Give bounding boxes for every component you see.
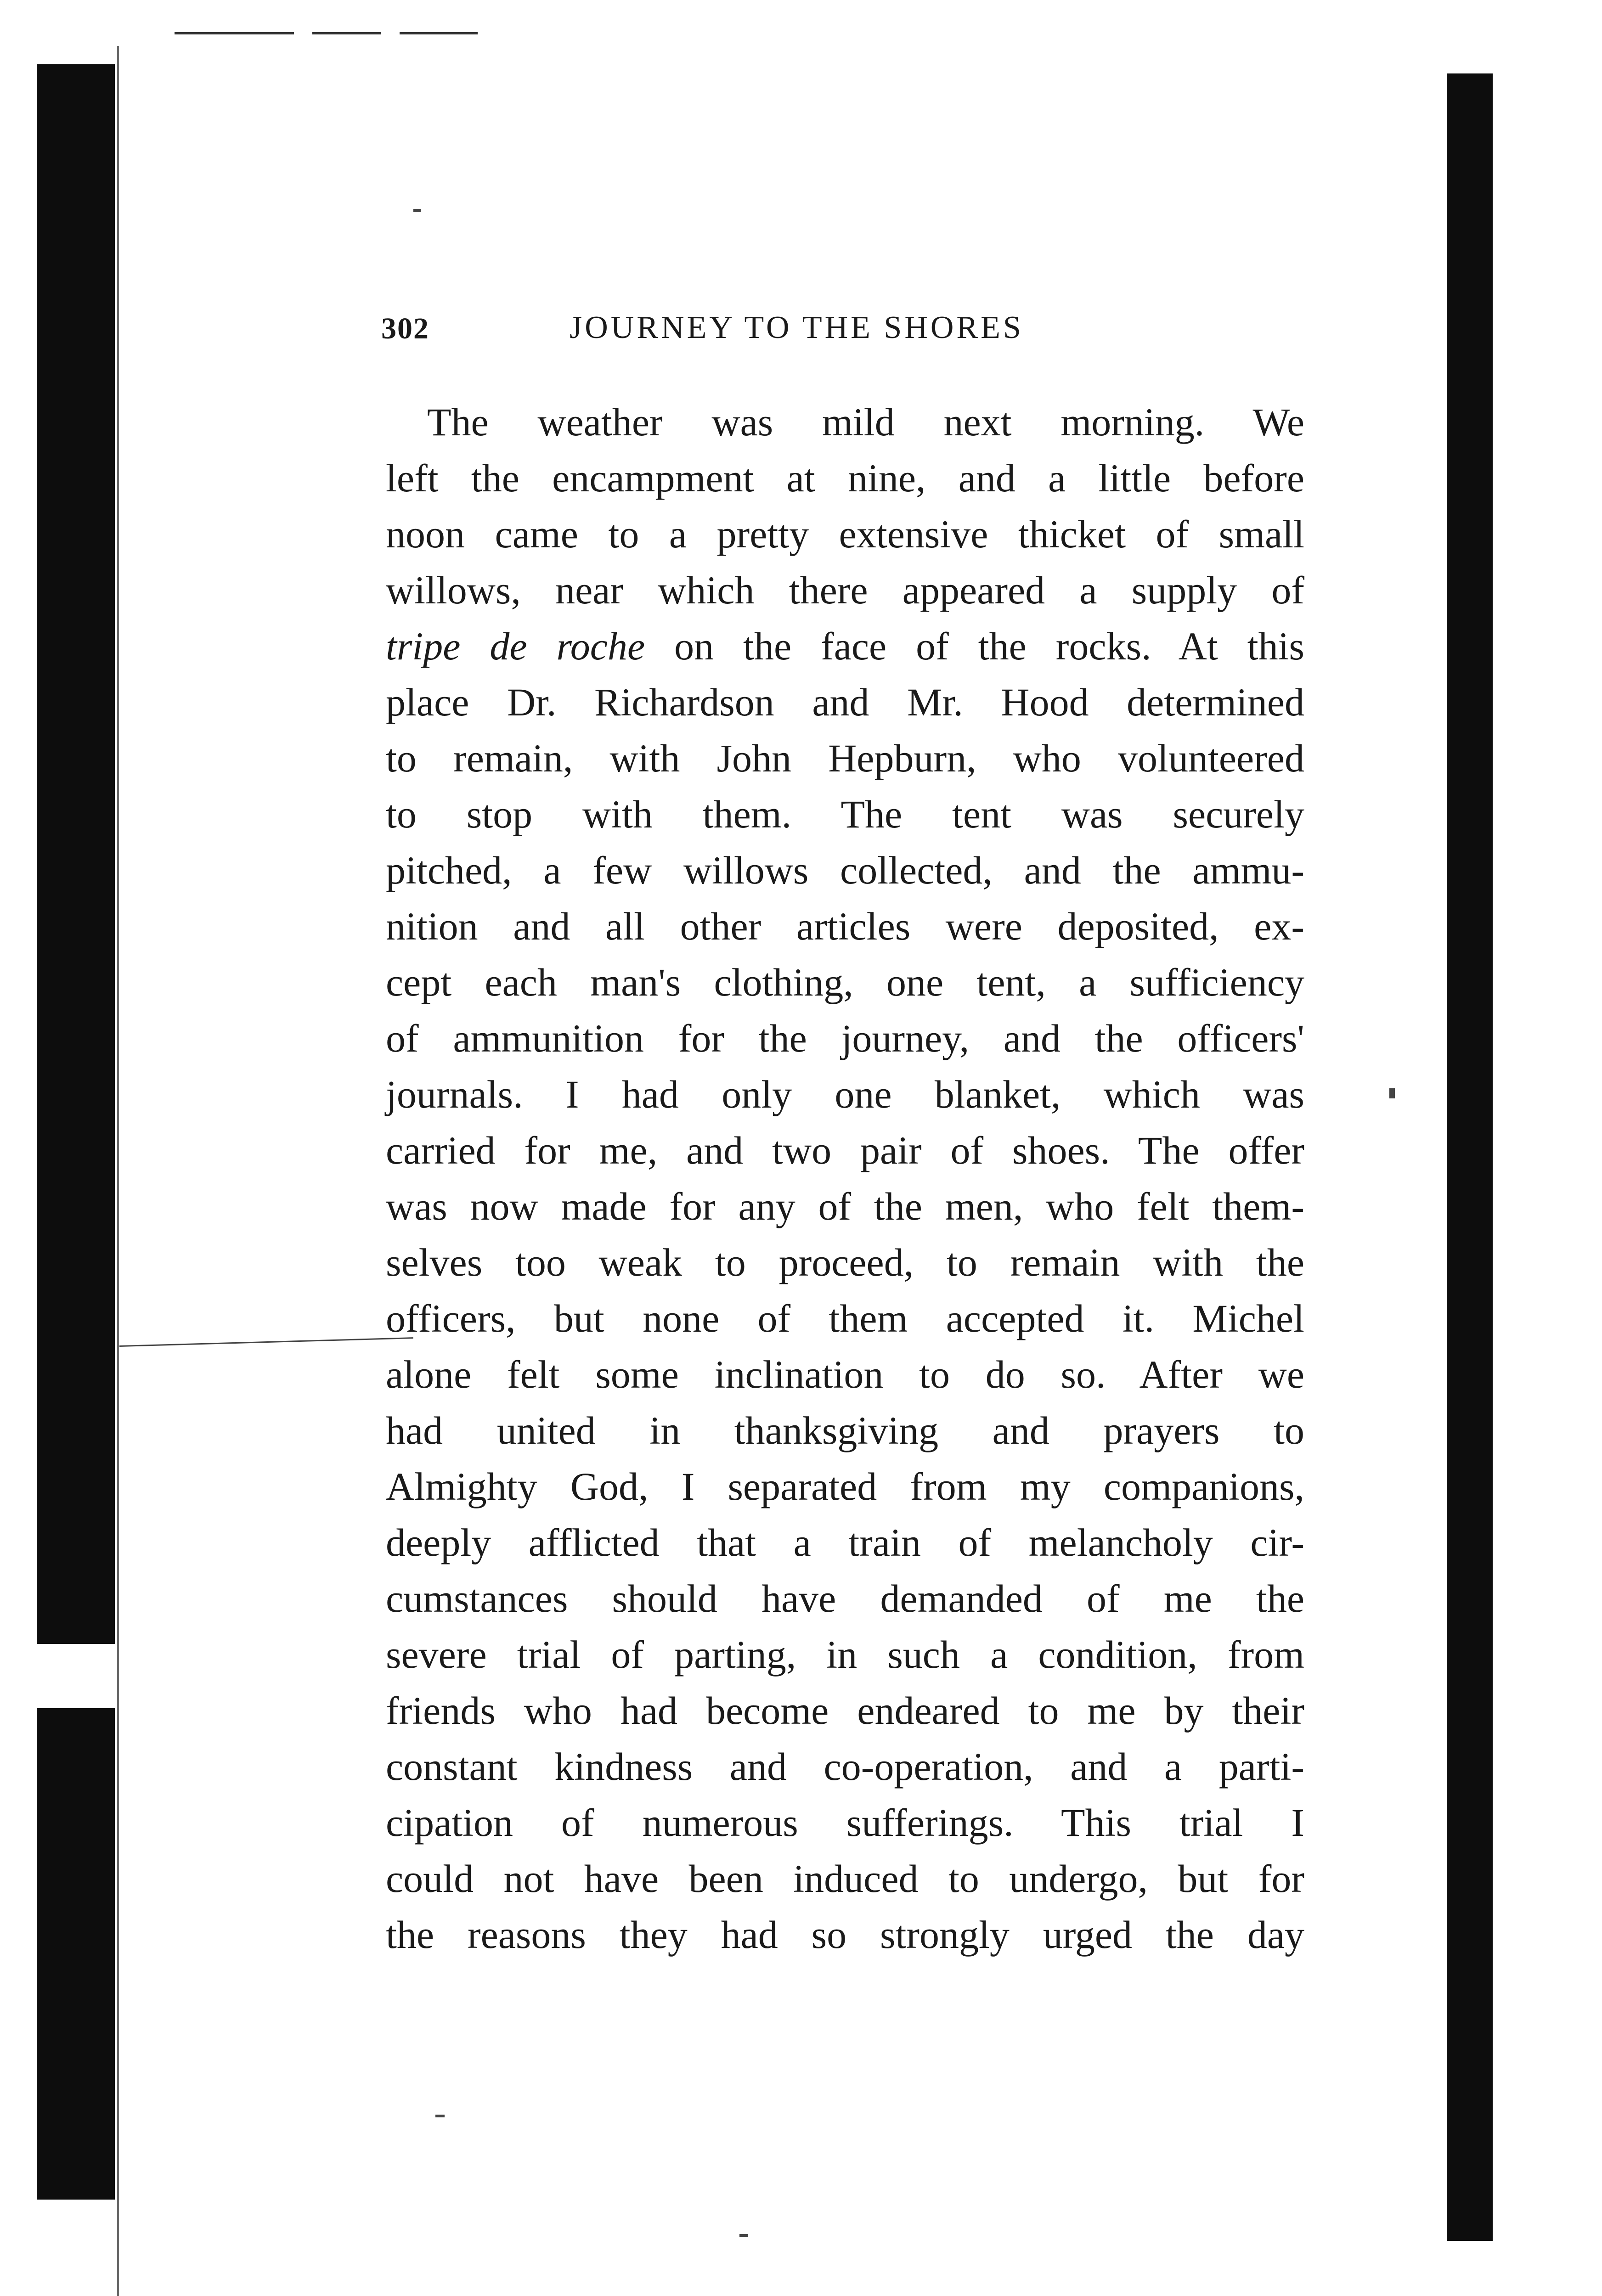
- page-header: [367, 303, 1314, 358]
- italic-phrase: tripe de roche: [386, 624, 645, 668]
- text-line: place Dr. Richardson and Mr. Hood determined: [386, 680, 1304, 724]
- text-line: constant kindness and co-operation, and a parti-: [386, 1745, 1304, 1789]
- text-line: cipation of numerous sufferings. This trial I: [386, 1801, 1304, 1845]
- text-line: friends who had become endeared to me by their: [386, 1688, 1304, 1733]
- text-line: willows, near which there appeared a supply of: [386, 568, 1304, 612]
- text-line: carried for me, and two pair of shoes. The offer: [386, 1128, 1304, 1172]
- text-line: nition and all other articles were deposited, ex-: [386, 904, 1304, 948]
- scan-speck: [413, 209, 421, 212]
- text-line: cept each man's clothing, one tent, a sufficiency: [386, 960, 1304, 1004]
- text-line: left the encampment at nine, and a little before: [386, 456, 1304, 500]
- text-line: journals. I had only one blanket, which was: [386, 1072, 1304, 1116]
- scan-edge-shadow-left-top: [37, 64, 115, 1644]
- text-line: noon came to a pretty extensive thicket of small: [386, 512, 1304, 556]
- text-line: of ammunition for the journey, and the officers': [386, 1016, 1304, 1060]
- text-line: deeply afflicted that a train of melancholy cir-: [386, 1520, 1304, 1564]
- page-number: 302: [381, 312, 429, 345]
- text-line: cumstances should have demanded of me the: [386, 1576, 1304, 1621]
- text-line: had united in thanksgiving and prayers to: [386, 1408, 1304, 1452]
- text-line: could not have been induced to undergo, but for: [386, 1857, 1304, 1901]
- text-line: to stop with them. The tent was securely: [386, 792, 1304, 836]
- text-line: pitched, a few willows collected, and the ammu-: [386, 848, 1304, 892]
- scan-speck: [739, 2234, 748, 2237]
- text-line: severe trial of parting, in such a condition, from: [386, 1632, 1304, 1677]
- text-line: Almighty God, I separated from my companions,: [386, 1464, 1304, 1508]
- text-line: was now made for any of the men, who felt them-: [386, 1184, 1304, 1228]
- text-line-rest: on the face of the rocks. At this: [645, 624, 1304, 668]
- scan-speck: [435, 2115, 445, 2117]
- body-text: [386, 394, 1304, 1963]
- text-line: The weather was mild next morning. We: [427, 400, 1304, 444]
- text-line: to remain, with John Hepburn, who volunteered: [386, 736, 1304, 780]
- running-head: JOURNEY TO THE SHORES: [570, 310, 1024, 345]
- scan-top-mark: [400, 32, 478, 34]
- text-line: officers, but none of them accepted it. Michel: [386, 1296, 1304, 1340]
- scan-speck: [1389, 1088, 1395, 1098]
- scan-top-mark: [175, 32, 294, 34]
- text-line: the reasons they had so strongly urged the day: [386, 1913, 1304, 1957]
- stray-pen-line: [119, 1337, 413, 1347]
- scan-top-mark: [312, 32, 381, 34]
- text-line: selves too weak to proceed, to remain with the: [386, 1240, 1304, 1284]
- text-line: alone felt some inclination to do so. After we: [386, 1352, 1304, 1396]
- scan-edge-shadow-right: [1447, 73, 1493, 2241]
- page-edge-line: [117, 46, 119, 2296]
- text-line: [386, 618, 1304, 674]
- scan-edge-shadow-left-bottom: [37, 1708, 115, 2200]
